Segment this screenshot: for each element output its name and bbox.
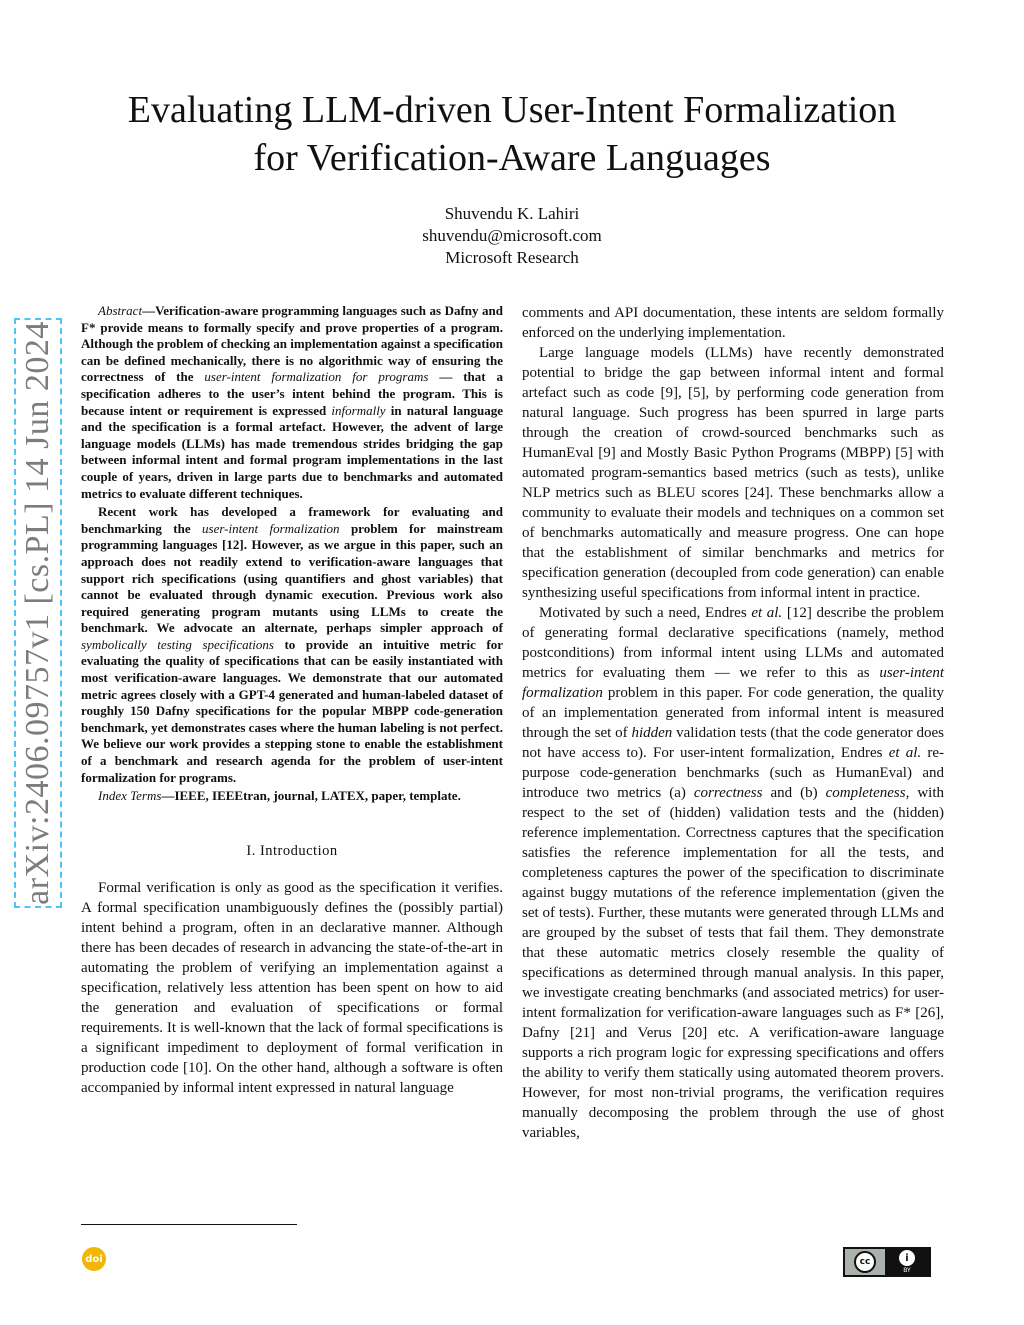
body-emphasis: correctness: [693, 785, 763, 801]
body-text: re-purpose code-generation benchmarks (such as HumanEval) and introduce two metrics (a): [522, 745, 944, 801]
body-emphasis: user-intent formalization: [522, 665, 944, 701]
body-emphasis: hidden: [631, 725, 673, 741]
abstract-paragraph-1: [81, 303, 503, 502]
left-column: [81, 303, 503, 1098]
attribution-icon: i: [899, 1250, 915, 1266]
abstract-emphasis: informally: [331, 402, 386, 418]
intro-paragraph-1: Formal verification is only as good as the specification it verifies. A formal specification unambiguously defines the (possibly partial) intent behind a program, often in an declarative manner. Although there has been decades of research in advancing the state-of-the-art in automating the problem of verifying an implementation against a specification, relatively less attention has been spent on how to aid the generation and evaluation of specifications or formal requirements. It is well-known that the lack of formal specifications is a significant impediment to deployment of formal verification in production code [10]. On the other hand, although a software is often accompanied by informal intent expressed in natural language: [81, 879, 503, 1096]
paper-title: [60, 86, 964, 182]
body-text: , with respect to the set of (hidden) validation tests and the (hidden) reference implementation. Correctness captures that the specification satisfies the reference implementation for all the tests, and completeness captures the power of the specification to discriminate against buggy mutations of the reference implementation (given the set of tests). Further, these mutants were generated through LLMs and are grouped by the subset of tests that fail them. They demonstrate that these automatic metrics closely resemble the quality of specifications as determined through manual analysis. In this paper, we investigate creating benchmarks (and associated metrics) for user-intent formalization for verification-aware languages such as F* [26], Dafny [21] and Verus [20] etc. A verification-aware language supports a rich program logic for expressing specifications and offers the ability to verify them statically using automated theorem provers. However, for most non-trivial programs, the verification requires manually decomposing the problem through the use of ghost variables,: [522, 785, 944, 1141]
cc-by-license-badge[interactable]: [843, 1247, 931, 1277]
author-affiliation: Microsoft Research: [445, 248, 579, 267]
body-text: problem in this paper. For code generation, the quality of an implementation generated from informal intent is measured through the set of: [522, 685, 944, 741]
paper-title-line-2: for Verification-Aware Languages: [253, 137, 771, 179]
by-label: BY: [903, 1267, 911, 1274]
abstract-label: Abstract: [98, 303, 143, 318]
body-text: Motivated by such a need, Endres: [539, 605, 752, 621]
intro-paragraph-continued: comments and API documentation, these intents are seldom formally enforced on the underlying implementation.: [522, 305, 944, 341]
author-name: Shuvendu K. Lahiri: [444, 204, 580, 223]
index-terms: [81, 788, 503, 805]
by-icon-area: [885, 1249, 929, 1275]
index-terms-label: Index Terms: [98, 788, 162, 804]
body-emphasis: et al.: [888, 745, 922, 761]
abstract-emphasis: user-intent formalization: [202, 520, 340, 536]
body-emphasis: et al.: [751, 605, 783, 621]
arxiv-identifier-text: arXiv:2406.09757v1 [cs.PL] 14 Jun 2024: [19, 321, 56, 905]
intro-paragraph-llms: Large language models (LLMs) have recently demonstrated potential to bridge the gap between informal intent and formal artefact such as code [9], [5], by performing code generation from natural language. Such progress has been spurred in large parts through the creation of crowd-sourced benchmarks such as HumanEval [9] and Mostly Basic Python Programs (MBPP) [5] with automated program-semantics based metrics (such as tests), unlike NLP metrics such as BLEU scores [24]. These benchmarks allow a community to evaluate their models and techniques on a common set of benchmarks automatically and measure progress. One can hope that the establishment of similar benchmarks and metrics for specification generation (decoupled from code generation) can enable synthesizing useful specifications from informal intent in practice.: [522, 345, 944, 601]
abstract-emphasis: user-intent formalization for programs: [204, 369, 429, 385]
body-emphasis: completeness: [825, 785, 906, 801]
creative-commons-icon: cc: [854, 1251, 876, 1273]
author-block: [0, 203, 1024, 269]
author-email: shuvendu@microsoft.com: [422, 226, 602, 245]
abstract-text: to provide an intuitive metric for evaluating the quality of specifications that can be easily instantiated with most verification-aware languages. We demonstrate that our automated metric agrees closely with a GPT-4 generated and human-labeled dataset of roughly 150 Dafny specifications for the popular MBPP code-generation benchmark, yet demonstrates cases where the human labeling is not perfect. We believe our work provides a stepping stone to enable the establishment of a benchmark and research agenda for the problem of user-intent formalization for programs.: [81, 636, 503, 785]
intro-paragraph-motivation: [522, 603, 944, 1143]
abstract-emphasis: symbolically testing specifications: [81, 636, 274, 652]
abstract-text: — that a specification adheres to the user’s intent behind the program. This is because intent or requirement is expressed: [81, 369, 503, 418]
abstract-text: Recent work has developed a framework for evaluating and benchmarking the: [81, 504, 503, 536]
abstract-paragraph-2: [81, 504, 503, 786]
footnote-rule: [81, 1224, 297, 1225]
abstract-text: in natural language and the specification is a formal artefact. However, the advent of large language models (LLMs) has made tremendous strides bridging the gap between informal intent and formal program implementations in the last couple of years, driven in large parts due to benchmarks and automated metrics to evaluate different techniques.: [81, 402, 503, 501]
doi-icon[interactable]: doi: [82, 1247, 106, 1271]
right-column: [522, 303, 944, 1143]
abstract-text: —Verification-aware programming languages such as Dafny and F* provide means to formally specify and prove properties of a program. Although the problem of checking an implementation against a specification can be defined mechanically, there is no algorithmic way of ensuring the correctness of the: [81, 303, 503, 385]
section-heading-introduction: I. Introduction: [246, 842, 338, 859]
body-text: and (b): [762, 785, 826, 801]
body-text: [12] describe the problem of generating formal declarative specifications (namely, method postconditions) from informal intent using LLMs and automated metrics for evaluating them — we refer to this as: [522, 605, 944, 681]
index-terms-text: —IEEE, IEEEtran, journal, LATEX, paper, template.: [161, 788, 461, 804]
paper-title-line-1: Evaluating LLM-driven User-Intent Formalization: [127, 89, 897, 131]
cc-icon-area: [845, 1249, 885, 1275]
abstract-text: problem for mainstream programming languages [12]. However, as we argue in this paper, such an approach does not readily extend to verification-aware languages that support rich specifications (using quantifiers and ghost variables) that cannot be evaluated through dynamic execution. Previous work also required generating program mutants using LLMs to create the benchmark. We advocate an alternate, perhaps simpler approach of: [81, 520, 504, 636]
body-text: validation tests (that the code generator does not have access to). For user-intent formalization, Endres: [522, 725, 944, 761]
arxiv-identifier-watermark: [14, 318, 62, 908]
